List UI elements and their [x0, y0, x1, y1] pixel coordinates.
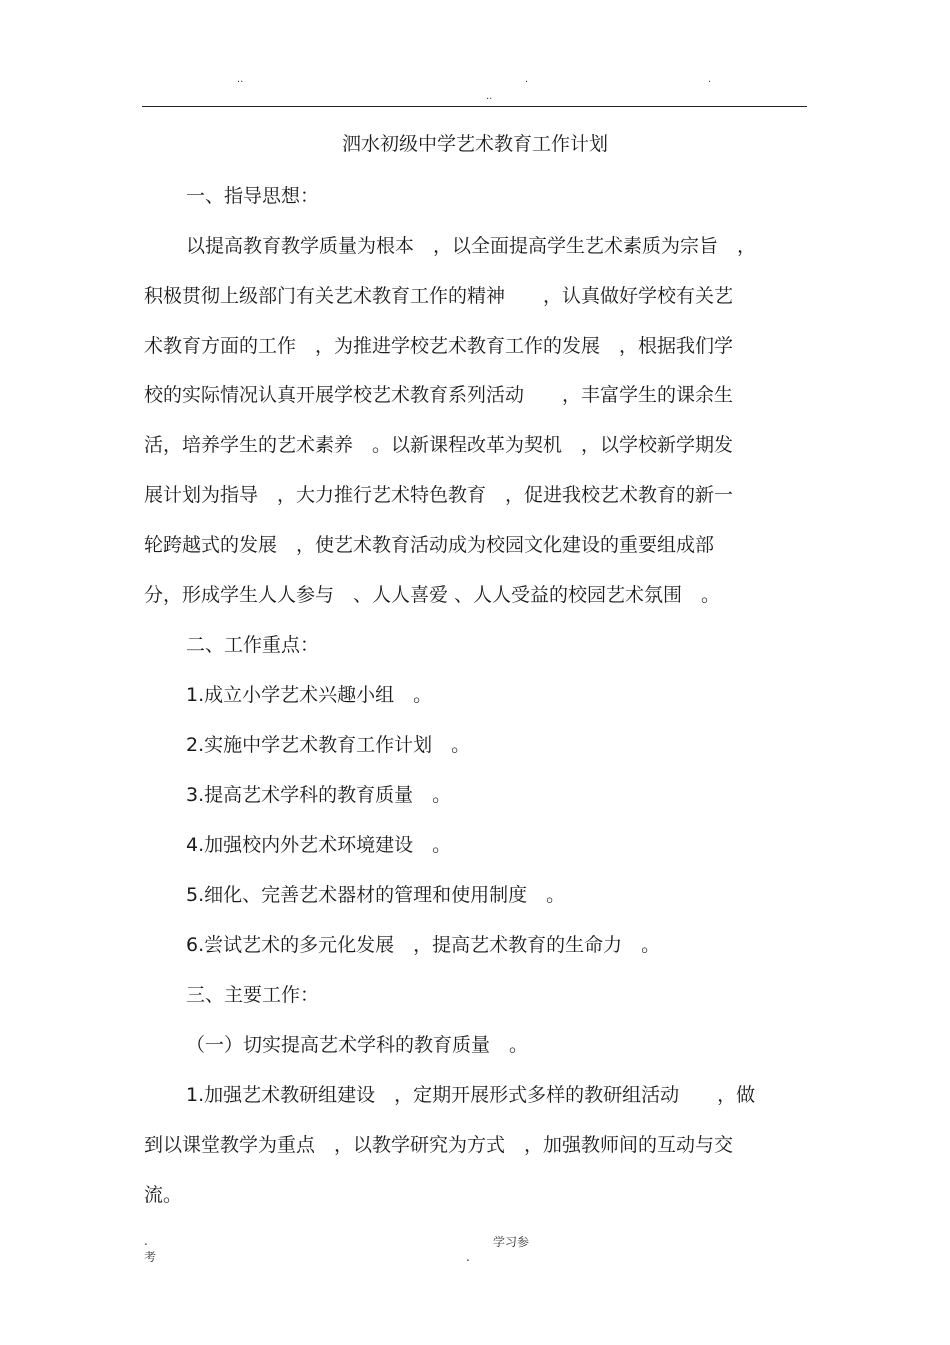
paragraph-line: 到以课堂教学为重点 ，以教学研究为方式 ，加强教师间的互动与交 [144, 1134, 734, 1156]
header-mark-center: . [525, 74, 529, 85]
list-item: 2.实施中学艺术教育工作计划 。 [186, 734, 471, 756]
paragraph-line: 1.加强艺术教研组建设 ，定期开展形式多样的教研组活动 ，做 [186, 1084, 756, 1106]
header-rule [142, 106, 807, 107]
subsection-heading: （一）切实提高艺术学科的教育质量 。 [186, 1034, 529, 1056]
paragraph-line: 术教育方面的工作 ，为推进学校艺术教育工作的发展 ，根据我们学 [144, 335, 734, 357]
footer-mark-left: . [144, 1234, 148, 1248]
footer-text-center: 学习参 [493, 1235, 530, 1249]
list-item: 4.加强校内外艺术环境建设 。 [186, 834, 452, 856]
section-heading-main-work: 三、主要工作： [186, 984, 320, 1006]
section-heading-work-focus: 二、工作重点： [186, 634, 320, 656]
footer-text-left: 考 [144, 1250, 157, 1264]
paragraph-line: 展计划为指导 ，大力推行艺术特色教育 ，促进我校艺术教育的新一 [144, 484, 734, 506]
paragraph-line: 流。 [144, 1184, 183, 1206]
document-title: 泗水初级中学艺术教育工作计划 [341, 133, 608, 155]
paragraph-line: 分，形成学生人人参与 、人人喜爱 、人人受益的校园艺术氛围 。 [144, 584, 721, 606]
paragraph-line: 轮跨越式的发展 ，使艺术教育活动成为校园文化建设的重要组成部 [144, 534, 715, 556]
footer-mark-right: . [466, 1250, 470, 1264]
section-heading-guiding-ideology: 一、指导思想： [186, 185, 320, 207]
list-item: 5.细化、完善艺术器材的管理和使用制度 。 [186, 884, 566, 906]
header-mark-left: .. [237, 74, 244, 85]
header-mark-right: . [708, 74, 712, 85]
paragraph-line: 活，培养学生的艺术素养 。以新课程改革为契机 ，以学校新学期发 [144, 434, 734, 456]
paragraph-line: 校的实际情况认真开展学校艺术教育系列活动 ，丰富学生的课余生 [144, 384, 734, 406]
list-item: 1.成立小学艺术兴趣小组 。 [186, 684, 433, 706]
list-item: 6.尝试艺术的多元化发展 ，提高艺术教育的生命力 。 [186, 934, 661, 956]
header-mark-center-lower: .. [486, 91, 493, 102]
paragraph-line: 积极贯彻上级部门有关艺术教育工作的精神 ，认真做好学校有关艺 [144, 285, 734, 307]
paragraph-line: 以提高教育教学质量为根本 ，以全面提高学生艺术素质为宗旨 ， [186, 235, 757, 257]
list-item: 3.提高艺术学科的教育质量 。 [186, 784, 452, 806]
